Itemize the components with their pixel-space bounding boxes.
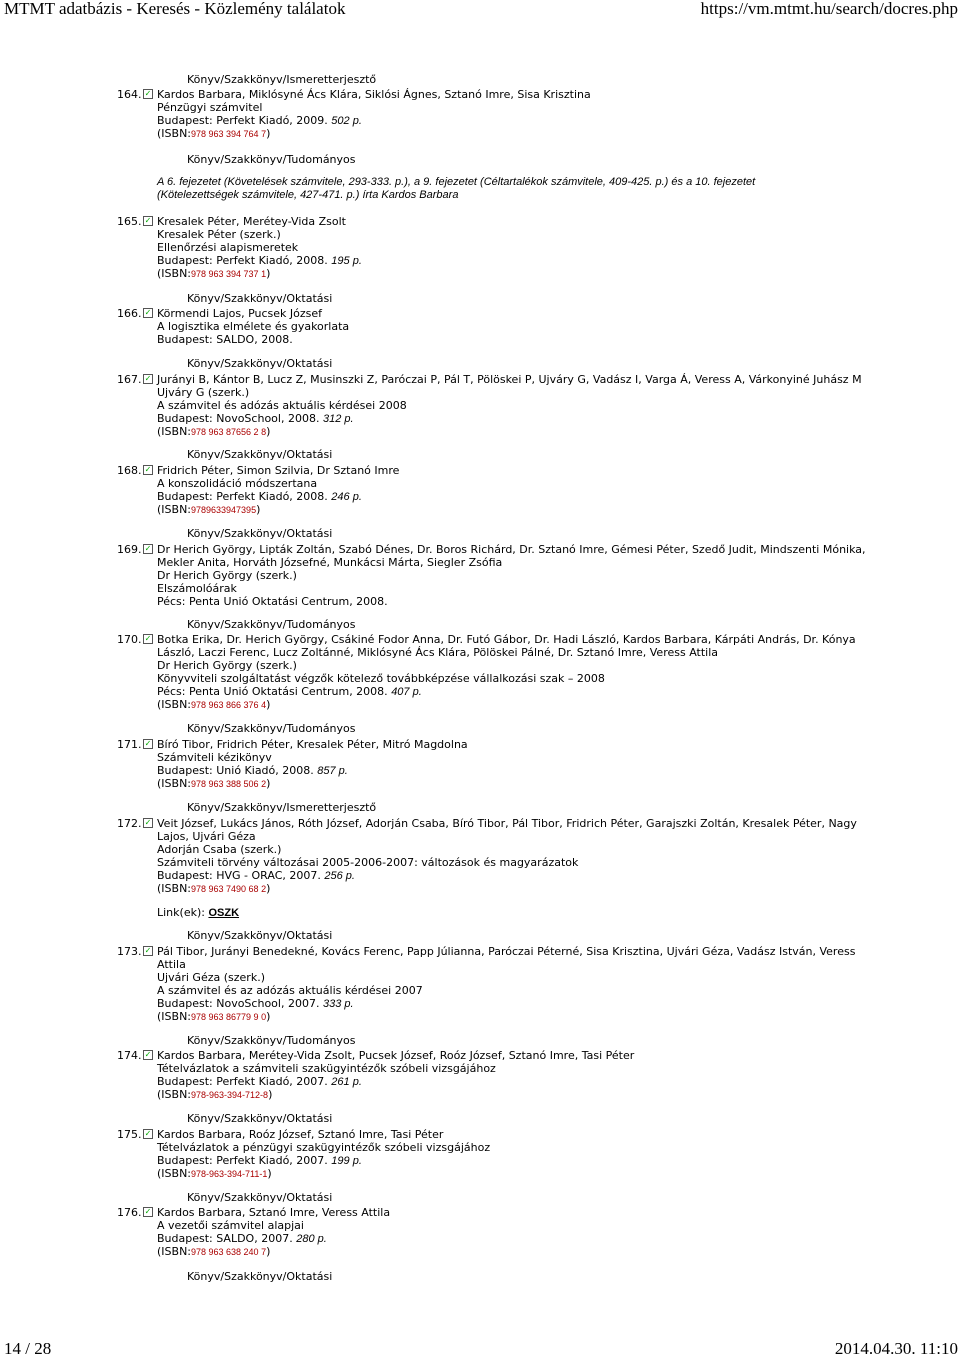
page-counter: 14 / 28 [4, 1339, 52, 1358]
record-type: Könyv/Szakkönyv/Tudományos [187, 153, 356, 166]
record-number: 173. [117, 945, 142, 958]
record-number: 170. [117, 633, 142, 646]
record-title: Pénzügyi számvitel [157, 101, 263, 114]
record-publisher: Budapest: Perfekt Kiadó, 2008. 195 p. [157, 254, 362, 267]
record-authors: Kresalek Péter, Merétey-Vida Zsolt [157, 215, 346, 228]
record-type: Könyv/Szakkönyv/Oktatási [187, 448, 333, 461]
record-title: A számvitel és adózás aktuális kérdései 2008 [157, 399, 407, 412]
record-authors: Fridrich Péter, Simon Szilvia, Dr Sztanó Imre [157, 464, 400, 477]
print-header [0, 0, 960, 20]
record-authors: Mekler Anita, Horváth Józsefné, Munkácsi Márta, Siegler Zsófia [157, 556, 503, 569]
record-authors: Kardos Barbara, Merétey-Vida Zsolt, Pucsek József, Roóz József, Sztanó Imre, Tasi Péter [157, 1049, 635, 1062]
record-type: Könyv/Szakkönyv/Oktatási [187, 527, 333, 540]
record-title: A vezetői számvitel alapjai [157, 1219, 304, 1232]
record-links: Link(ek): OSZK [157, 906, 240, 919]
record-editor: Kresalek Péter (szerk.) [157, 228, 281, 241]
record-publisher: Budapest: HVG - ORAC, 2007. 256 p. [157, 869, 355, 882]
record-checkbox[interactable]: ✓ [144, 465, 152, 474]
record-checkbox[interactable]: ✓ [144, 308, 152, 317]
record-note: (Kötelezettségek számvitele, 427-471. p.) írta Kardos Barbara [157, 189, 459, 201]
record-title: Tételvázlatok a pénzügyi szakügyintézők szóbeli vizsgájához [157, 1141, 491, 1154]
record-type: Könyv/Szakkönyv/Ismeretterjesztő [187, 73, 377, 86]
print-footer [0, 1338, 960, 1357]
record-authors: Jurányi B, Kántor B, Lucz Z, Musinszki Z, Paróczai P, Pál T, Pölöskei P, Ujváry G, Vadász I, Varga Á, Veress A, Várkonyiné Juhász M [157, 373, 862, 386]
record-title: A logisztika elmélete és gyakorlata [157, 320, 350, 333]
record-publisher: Pécs: Penta Unió Oktatási Centrum, 2008. 407 p. [157, 685, 422, 698]
record-authors: Lajos, Ujvári Géza [157, 830, 256, 843]
record-isbn: (ISBN:978 963 388 506 2) [157, 777, 271, 790]
record-publisher: Budapest: NovoSchool, 2008. 312 p. [157, 412, 354, 425]
record-checkbox[interactable]: ✓ [144, 374, 152, 383]
record-checkbox[interactable]: ✓ [144, 634, 152, 643]
record-checkbox[interactable]: ✓ [144, 89, 152, 98]
record-checkbox[interactable]: ✓ [144, 946, 152, 955]
record-publisher: Budapest: Perfekt Kiadó, 2007. 199 p. [157, 1154, 362, 1167]
record-number: 174. [117, 1049, 142, 1062]
record-checkbox[interactable]: ✓ [144, 1129, 152, 1138]
record-number: 167. [117, 373, 142, 386]
record-isbn: (ISBN:978 963 86779 9 0) [157, 1010, 271, 1023]
record-checkbox[interactable]: ✓ [144, 739, 152, 748]
record-type: Könyv/Szakkönyv/Oktatási [187, 357, 333, 370]
record-authors: Pál Tibor, Jurányi Benedekné, Kovács Ferenc, Papp Júlianna, Paróczai Péterné, Sisa Krisztina, Ujvári Géza, Vadász István, Veress [157, 945, 856, 958]
record-editor: Dr Herich György (szerk.) [157, 659, 297, 672]
page-url: https://vm.mtmt.hu/search/docres.php [700, 0, 958, 18]
oszk-link[interactable]: OSZK [208, 907, 240, 919]
record-checkbox[interactable]: ✓ [144, 216, 152, 225]
record-note: A 6. fejezetet (Követelések számvitele, 293-333. p.), a 9. fejezetet (Céltartalékok számvitele, 409-425. p.) és a 10. fejezetet [157, 176, 756, 188]
record-authors: Kardos Barbara, Sztanó Imre, Veress Attila [157, 1206, 391, 1219]
record-number: 176. [117, 1206, 142, 1219]
record-number: 175. [117, 1128, 142, 1141]
record-number: 166. [117, 307, 142, 320]
record-isbn: (ISBN:978 963 87656 2 8) [157, 425, 271, 438]
record-number: 171. [117, 738, 142, 751]
record-isbn: (ISBN:978-963-394-712-8) [157, 1088, 273, 1101]
record-authors: Kardos Barbara, Miklósyné Ács Klára, Siklósi Ágnes, Sztanó Imre, Sisa Krisztina [157, 88, 591, 101]
record-checkbox[interactable]: ✓ [144, 1207, 152, 1216]
record-publisher: Budapest: SALDO, 2007. 280 p. [157, 1232, 327, 1245]
record-authors: Botka Erika, Dr. Herich György, Csákiné Fodor Anna, Dr. Futó Gábor, Dr. Hadi László, Kardos Barbara, Kárpáti András, Dr. Kónya [157, 633, 856, 646]
record-isbn: (ISBN:978 963 394 764 7) [157, 127, 271, 140]
record-title: Ellenőrzési alapismeretek [157, 241, 299, 254]
record-authors: Veit József, Lukács János, Róth József, Adorján Csaba, Bíró Tibor, Pál Tibor, Fridrich Péter, Garajszki Zoltán, Kresalek Péter, Nagy [157, 817, 857, 830]
page-title: MTMT adatbázis - Keresés - Közlemény találatok [4, 0, 346, 18]
record-editor: Dr Herich György (szerk.) [157, 569, 297, 582]
record-type: Könyv/Szakkönyv/Oktatási [187, 929, 333, 942]
record-authors: Dr Herich György, Lipták Zoltán, Szabó Dénes, Dr. Boros Richárd, Dr. Sztanó Imre, Gémesi Péter, Szedő Judit, Mindszenti Mónika, [157, 543, 866, 556]
record-type: Könyv/Szakkönyv/Oktatási [187, 1270, 333, 1283]
record-isbn: (ISBN:9789633947395) [157, 503, 261, 516]
record-type: Könyv/Szakkönyv/Oktatási [187, 1191, 333, 1204]
record-publisher: Budapest: SALDO, 2008. [157, 333, 293, 346]
record-title: A számvitel és az adózás aktuális kérdései 2007 [157, 984, 423, 997]
record-number: 169. [117, 543, 142, 556]
record-publisher: Pécs: Penta Unió Oktatási Centrum, 2008. [157, 595, 388, 608]
record-number: 165. [117, 215, 142, 228]
record-editor: Ujváry G (szerk.) [157, 386, 250, 399]
record-title: Számviteli kézikönyv [157, 751, 272, 764]
record-number: 168. [117, 464, 142, 477]
record-isbn: (ISBN:978 963 7490 68 2) [157, 882, 271, 895]
record-number: 164. [117, 88, 142, 101]
record-title: Könyvviteli szolgáltatást végzők kötelező továbbképzése vállalkozási szak – 2008 [157, 672, 605, 685]
record-type: Könyv/Szakkönyv/Oktatási [187, 1112, 333, 1125]
record-title: Számviteli törvény változásai 2005-2006-2007: változások és magyarázatok [157, 856, 579, 869]
record-publisher: Budapest: Perfekt Kiadó, 2008. 246 p. [157, 490, 362, 503]
record-checkbox[interactable]: ✓ [144, 818, 152, 827]
record-number: 172. [117, 817, 142, 830]
record-isbn: (ISBN:978 963 866 376 4) [157, 698, 271, 711]
record-authors: Körmendi Lajos, Pucsek József [157, 307, 323, 320]
record-editor: Ujvári Géza (szerk.) [157, 971, 265, 984]
record-isbn: (ISBN:978 963 394 737 1) [157, 267, 271, 280]
record-authors: Kardos Barbara, Roóz József, Sztanó Imre, Tasi Péter [157, 1128, 444, 1141]
record-title: A konszolidáció módszertana [157, 477, 318, 490]
record-type: Könyv/Szakkönyv/Tudományos [187, 1034, 356, 1047]
record-authors: László, Laczi Ferenc, Lucz Zoltánné, Miklósyné Ács Klára, Pölöskei Pálné, Dr. Sztanó Imre, Veress Attila [157, 646, 719, 659]
record-title: Elszámolóárak [157, 582, 237, 595]
record-authors: Bíró Tibor, Fridrich Péter, Kresalek Péter, Mitró Magdolna [157, 738, 468, 751]
record-publisher: Budapest: Perfekt Kiadó, 2007. 261 p. [157, 1075, 362, 1088]
record-checkbox[interactable]: ✓ [144, 1050, 152, 1059]
record-publisher: Budapest: Perfekt Kiadó, 2009. 502 p. [157, 114, 362, 127]
record-editor: Adorján Csaba (szerk.) [157, 843, 282, 856]
record-type: Könyv/Szakkönyv/Oktatási [187, 292, 333, 305]
record-authors: Attila [157, 958, 186, 971]
record-checkbox[interactable]: ✓ [144, 544, 152, 553]
record-isbn: (ISBN:978-963-394-711-1) [157, 1167, 272, 1180]
record-publisher: Budapest: Unió Kiadó, 2008. 857 p. [157, 764, 348, 777]
record-title: Tételvázlatok a számviteli szakügyintézők szóbeli vizsgájához [157, 1062, 496, 1075]
record-publisher: Budapest: NovoSchool, 2007. 333 p. [157, 997, 354, 1010]
record-type: Könyv/Szakkönyv/Tudományos [187, 618, 356, 631]
record-isbn: (ISBN:978 963 638 240 7) [157, 1245, 271, 1258]
record-type: Könyv/Szakkönyv/Ismeretterjesztő [187, 801, 377, 814]
record-type: Könyv/Szakkönyv/Tudományos [187, 722, 356, 735]
print-datetime: 2014.04.30. 11:10 [834, 1339, 958, 1358]
